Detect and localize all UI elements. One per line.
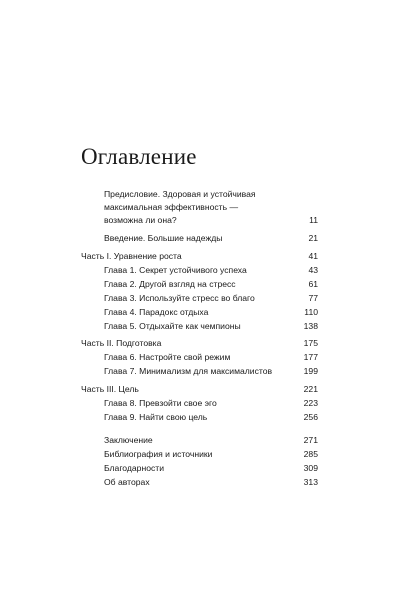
toc-entry-page: 11 (309, 215, 318, 225)
toc-entry-page: 309 (303, 463, 318, 473)
toc-entry-label-line: максимальная эффективность — (104, 202, 239, 212)
toc-entry (104, 396, 318, 410)
toc-part (81, 382, 318, 396)
toc-entry-label: Глава 8. Превзойти свое эго (104, 398, 217, 408)
toc-entry-page: 21 (308, 233, 318, 243)
toc-entry-page: 177 (303, 352, 318, 362)
toc-entry-label-line: Предисловие. Здоровая и устойчивая (104, 189, 256, 199)
toc-entry-label: Об авторах (104, 477, 150, 487)
toc-entry-page: 223 (303, 398, 318, 408)
toc-entry-page: 43 (308, 265, 318, 275)
toc-entry-label: Заключение (104, 435, 153, 445)
toc-entry-page: 41 (308, 251, 318, 261)
toc-entry (104, 277, 318, 291)
toc-entry-label: Глава 3. Используйте стресс во благо (104, 293, 255, 303)
toc-entry (104, 447, 318, 461)
toc-entry (104, 350, 318, 364)
page-title: Оглавление (81, 144, 197, 169)
toc-entry-page: 199 (303, 366, 318, 376)
toc-part (81, 336, 318, 350)
toc-entry-label: Часть I. Уравнение роста (81, 251, 182, 261)
toc-entry (104, 231, 318, 245)
toc-entry-label: Введение. Большие надежды (104, 233, 223, 243)
toc-entry-page: 175 (303, 338, 318, 348)
toc-entry-label: Глава 4. Парадокс отдыха (104, 307, 209, 317)
toc-entry-page: 313 (303, 477, 318, 487)
toc-entry-label: Благодарности (104, 463, 165, 473)
toc-entry (104, 319, 318, 333)
toc-entry-label: Глава 6. Настройте свой режим (104, 352, 231, 362)
toc-part (81, 249, 318, 263)
toc-entry (104, 410, 318, 424)
toc-entry-label: Глава 9. Найти свою цель (104, 412, 208, 422)
toc-entry-preface (104, 188, 318, 227)
toc-entry-page: 221 (303, 384, 318, 394)
toc-entry-page: 77 (308, 293, 318, 303)
toc-entry (104, 461, 318, 475)
toc-entry (104, 305, 318, 319)
toc-entry-page: 110 (304, 307, 318, 317)
toc-entry-label: Часть III. Цель (81, 384, 139, 394)
toc-entry (104, 291, 318, 305)
toc-entry-label: Глава 2. Другой взгляд на стресс (104, 279, 236, 289)
toc-entry-page: 61 (308, 279, 318, 289)
toc-entry-page: 138 (303, 321, 318, 331)
toc-entry-label: Библиография и источники (104, 449, 213, 459)
toc-entry-label: Глава 5. Отдыхайте как чемпионы (104, 321, 241, 331)
toc-entry-page: 271 (303, 435, 318, 445)
toc-entry-page: 256 (303, 412, 318, 422)
toc-entry-label: Глава 7. Минимализм для максималистов (104, 366, 273, 376)
toc-entry (104, 475, 318, 489)
toc-entry-label: Глава 1. Секрет устойчивого успеха (104, 265, 247, 275)
toc-entry-label: Часть II. Подготовка (81, 338, 162, 348)
toc-entry (104, 364, 318, 378)
toc-entry-label-line: возможна ли она? (104, 215, 177, 225)
toc-entry (104, 433, 318, 447)
toc-entry (104, 263, 318, 277)
toc-entry-page: 285 (303, 449, 318, 459)
